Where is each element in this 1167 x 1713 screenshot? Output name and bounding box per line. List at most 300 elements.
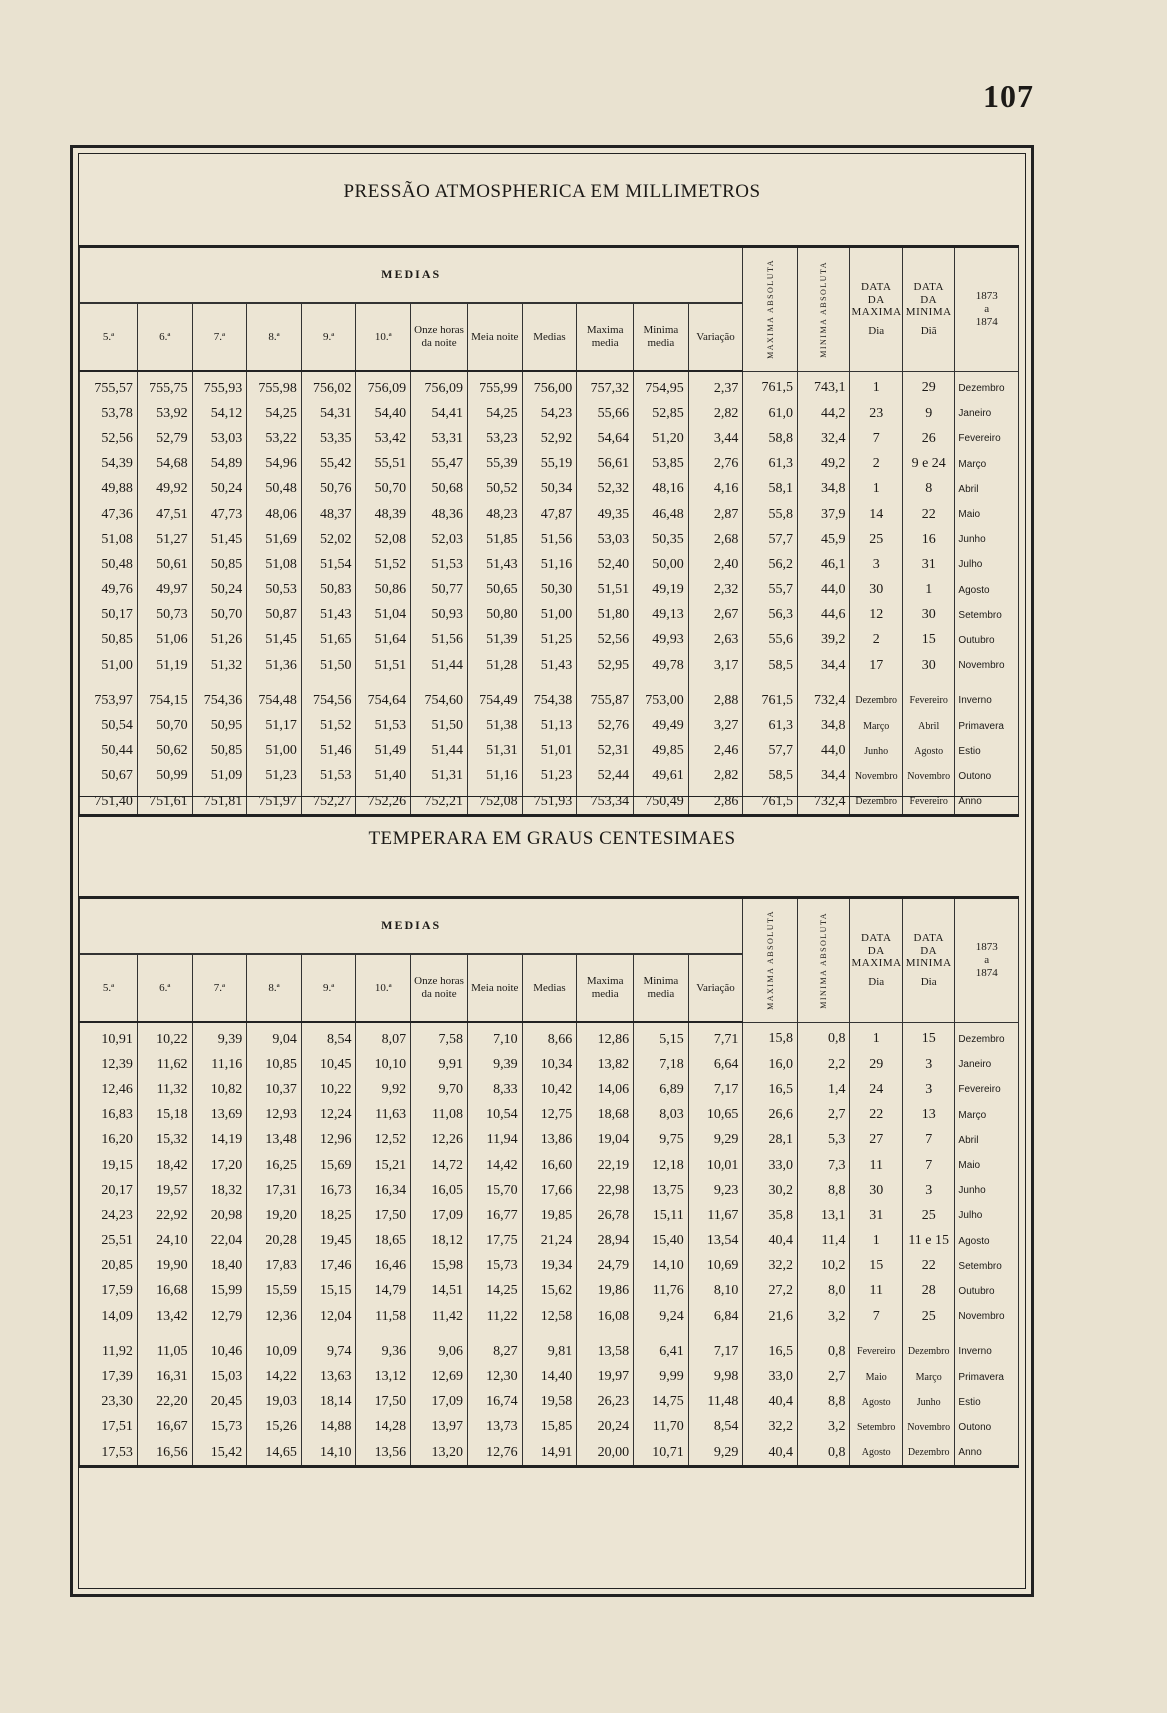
table-cell: 47,87	[522, 502, 577, 527]
table-cell: 0,8	[798, 1022, 850, 1052]
table-cell: 51,26	[192, 628, 247, 653]
table-cell: 44,0	[798, 578, 850, 603]
table-cell: 1,4	[798, 1077, 850, 1102]
row-label: Agosto	[955, 578, 1019, 603]
table-cell: 2,82	[688, 401, 743, 426]
table-row	[80, 1178, 1019, 1203]
table-cell: 52,56	[80, 426, 138, 451]
gap-cell	[356, 1329, 411, 1339]
table-cell: 20,00	[577, 1440, 634, 1467]
table-cell: 2,63	[688, 628, 743, 653]
table-cell: 51,06	[137, 628, 192, 653]
column-header: Medias	[522, 954, 577, 1022]
table-cell: 10,71	[634, 1440, 689, 1467]
table-cell: 16,20	[80, 1128, 138, 1153]
table-cell: 16,60	[522, 1153, 577, 1178]
table-cell: 28,94	[577, 1229, 634, 1254]
table-cell: 9,04	[247, 1022, 302, 1052]
table-cell: Dezembro	[902, 1339, 954, 1364]
table-cell: 49,19	[634, 578, 689, 603]
table-cell: Junho	[902, 1390, 954, 1415]
table-cell: 46,1	[798, 552, 850, 577]
table-cell: 20,45	[192, 1390, 247, 1415]
column-header: Variação	[688, 303, 743, 371]
column-header: 6.ª	[137, 303, 192, 371]
table-cell: 50,61	[137, 552, 192, 577]
table-row	[80, 452, 1019, 477]
table-cell: 51,16	[522, 552, 577, 577]
table-row	[80, 713, 1019, 738]
table-cell: 35,8	[743, 1203, 798, 1228]
table-cell: 6,84	[688, 1304, 743, 1329]
column-header: Variação	[688, 954, 743, 1022]
table-cell: 751,61	[137, 789, 192, 816]
table-cell: 20,98	[192, 1203, 247, 1228]
gap-cell	[80, 1329, 138, 1339]
table-cell: 7,17	[688, 1339, 743, 1364]
divider-rule	[79, 796, 1019, 797]
table-cell: 2,82	[688, 764, 743, 789]
table-cell: 50,62	[137, 739, 192, 764]
dia-label: Dia	[868, 975, 885, 988]
table-cell: 48,39	[356, 502, 411, 527]
table-cell: 20,24	[577, 1415, 634, 1440]
table-cell: 6,41	[634, 1339, 689, 1364]
table-cell: 20,28	[247, 1229, 302, 1254]
table-cell: 1	[902, 578, 954, 603]
row-label: Janeiro	[955, 1052, 1019, 1077]
row-label: Maio	[955, 1153, 1019, 1178]
column-header: 8.ª	[247, 954, 302, 1022]
table-cell: 15,73	[467, 1254, 522, 1279]
table-row	[80, 789, 1019, 816]
row-label: Julho	[955, 552, 1019, 577]
table-cell: 2,76	[688, 452, 743, 477]
table-cell: 51,50	[301, 653, 356, 678]
table-cell: 17,75	[467, 1229, 522, 1254]
table-cell: 49,97	[137, 578, 192, 603]
table-cell: 755,87	[577, 688, 634, 713]
table-cell: 51,43	[467, 552, 522, 577]
table-cell: 13,56	[356, 1440, 411, 1467]
table-cell: Junho	[850, 739, 902, 764]
table-cell: 18,14	[301, 1390, 356, 1415]
pressure-table	[79, 245, 1019, 817]
table-cell: 17,20	[192, 1153, 247, 1178]
table-cell: 17,39	[80, 1364, 138, 1389]
table-cell: 11,92	[80, 1339, 138, 1364]
table-cell: 14,88	[301, 1415, 356, 1440]
table-cell: 10,65	[688, 1103, 743, 1128]
table-cell: 23,30	[80, 1390, 138, 1415]
column-header: Onze horas da noite	[411, 954, 468, 1022]
table-cell: 15,62	[522, 1279, 577, 1304]
table-cell: 16,77	[467, 1203, 522, 1228]
table-row	[80, 371, 1019, 401]
table-cell: 10,09	[247, 1339, 302, 1364]
table-cell: 11 e 15	[902, 1229, 954, 1254]
table-cell: 10,2	[798, 1254, 850, 1279]
table-cell: 54,64	[577, 426, 634, 451]
table-cell: 11,63	[356, 1103, 411, 1128]
table-cell: 14	[850, 502, 902, 527]
row-label: Abril	[955, 1128, 1019, 1153]
table-cell: 2,40	[688, 552, 743, 577]
table-cell: 16,56	[137, 1440, 192, 1467]
table-cell: 13,42	[137, 1304, 192, 1329]
table-cell: 44,0	[798, 739, 850, 764]
table-cell: 752,26	[356, 789, 411, 816]
dia-label: Dia	[868, 324, 885, 337]
table-cell: 44,6	[798, 603, 850, 628]
table-cell: 19,97	[577, 1364, 634, 1389]
table-cell: 30,2	[743, 1178, 798, 1203]
row-label: Dezembro	[955, 371, 1019, 401]
table-cell: 51,23	[522, 764, 577, 789]
year-label: a	[984, 302, 990, 315]
table-cell: 10,37	[247, 1077, 302, 1102]
table-cell: Abril	[902, 713, 954, 738]
table-cell: 51,51	[577, 578, 634, 603]
table-cell: 50,00	[634, 552, 689, 577]
row-label: Inverno	[955, 688, 1019, 713]
table-cell: 52,85	[634, 401, 689, 426]
table-cell: 18,25	[301, 1203, 356, 1228]
row-label: Dezembro	[955, 1022, 1019, 1052]
table-cell: 10,45	[301, 1052, 356, 1077]
row-label: Outubro	[955, 628, 1019, 653]
table-cell: 24,79	[577, 1254, 634, 1279]
table-cell: 23	[850, 401, 902, 426]
table-cell: 17,09	[411, 1390, 468, 1415]
year-label: 1874	[975, 315, 998, 328]
table-row	[80, 628, 1019, 653]
column-header: 5.ª	[80, 303, 138, 371]
table-cell: 28,1	[743, 1128, 798, 1153]
table-cell: 31	[902, 552, 954, 577]
table-cell: 11,08	[411, 1103, 468, 1128]
table-cell: 37,9	[798, 502, 850, 527]
table-cell: 51,09	[192, 764, 247, 789]
table-cell: 3,27	[688, 713, 743, 738]
table-row	[80, 578, 1019, 603]
year-label: 1873	[975, 941, 998, 954]
table-cell: 10,10	[356, 1052, 411, 1077]
table-cell: 26,78	[577, 1203, 634, 1228]
table-cell: 25	[902, 1203, 954, 1228]
table-cell: 2,67	[688, 603, 743, 628]
table-cell: 31	[850, 1203, 902, 1228]
table-cell: 15,15	[301, 1279, 356, 1304]
table-cell: 15,98	[411, 1254, 468, 1279]
row-label: Junho	[955, 527, 1019, 552]
table-cell: 50,65	[467, 578, 522, 603]
table-cell: Março	[902, 1364, 954, 1389]
table-cell: 19,58	[522, 1390, 577, 1415]
table-cell: 16,05	[411, 1178, 468, 1203]
table-cell: 51,44	[411, 653, 468, 678]
table-cell: 17,66	[522, 1178, 577, 1203]
max-absolute-header	[743, 247, 798, 372]
table-cell: 22,19	[577, 1153, 634, 1178]
gap-cell	[137, 678, 192, 688]
table-cell: 9,36	[356, 1339, 411, 1364]
gap-cell	[80, 678, 138, 688]
table-cell: 7,18	[634, 1052, 689, 1077]
table-cell: 13,48	[247, 1128, 302, 1153]
table-cell: 19,90	[137, 1254, 192, 1279]
gap-cell	[137, 1329, 192, 1339]
table-cell: 55,66	[577, 401, 634, 426]
table-cell: 51,65	[301, 628, 356, 653]
table-cell: 14,72	[411, 1153, 468, 1178]
table-cell: 50,48	[80, 552, 138, 577]
table-cell: 11,48	[688, 1390, 743, 1415]
table-cell: 9,29	[688, 1128, 743, 1153]
table-cell: Novembro	[902, 764, 954, 789]
table-cell: 22	[850, 1103, 902, 1128]
row-label: Outono	[955, 1415, 1019, 1440]
table-cell: 50,70	[192, 603, 247, 628]
table-row	[80, 1077, 1019, 1102]
gap-cell	[356, 678, 411, 688]
table-cell: 50,67	[80, 764, 138, 789]
table-cell: 51,45	[192, 527, 247, 552]
table-row	[80, 1153, 1019, 1178]
table-cell: 61,0	[743, 401, 798, 426]
table-cell: 22,20	[137, 1390, 192, 1415]
table-cell: 22,92	[137, 1203, 192, 1228]
table-cell: 9,39	[192, 1022, 247, 1052]
table-cell: 53,92	[137, 401, 192, 426]
gap-cell	[522, 678, 577, 688]
table-cell: 9,99	[634, 1364, 689, 1389]
table-cell: 50,85	[80, 628, 138, 653]
table-cell: 12,76	[467, 1440, 522, 1467]
table-cell: 13,1	[798, 1203, 850, 1228]
table-cell: 9,75	[634, 1128, 689, 1153]
date-min-label: DATA DA MINIMA	[905, 280, 952, 319]
table-cell: 52,31	[577, 739, 634, 764]
table-cell: 49,76	[80, 578, 138, 603]
table-cell: 7,58	[411, 1022, 468, 1052]
table-cell: 51,50	[411, 713, 468, 738]
table-cell: 2,68	[688, 527, 743, 552]
table-cell: 16,5	[743, 1339, 798, 1364]
table-cell: 51,31	[411, 764, 468, 789]
table-cell: 56,61	[577, 452, 634, 477]
table-cell: 2,46	[688, 739, 743, 764]
table-row	[80, 739, 1019, 764]
table-cell: 6,64	[688, 1052, 743, 1077]
table-cell: 51,53	[356, 713, 411, 738]
table-cell: 8,33	[467, 1077, 522, 1102]
gap-cell	[850, 1329, 902, 1339]
gap-cell	[688, 678, 743, 688]
column-header: Medias	[522, 303, 577, 371]
table-cell: 20,17	[80, 1178, 138, 1203]
table-cell: 754,95	[634, 371, 689, 401]
table-cell: 19,34	[522, 1254, 577, 1279]
table-cell: 51,04	[356, 603, 411, 628]
table-cell: 48,23	[467, 502, 522, 527]
table-cell: 53,42	[356, 426, 411, 451]
table-row	[80, 764, 1019, 789]
table-cell: 11,05	[137, 1339, 192, 1364]
table-cell: 51,56	[522, 527, 577, 552]
table-cell: 50,44	[80, 739, 138, 764]
table-cell: 2,86	[688, 789, 743, 816]
gap-cell	[688, 1329, 743, 1339]
table-cell: 11,62	[137, 1052, 192, 1077]
table-cell: 3	[902, 1178, 954, 1203]
table-cell: 54,41	[411, 401, 468, 426]
gap-cell	[577, 1329, 634, 1339]
table-cell: 12,75	[522, 1103, 577, 1128]
table-cell: 5,3	[798, 1128, 850, 1153]
table-cell: 29	[902, 371, 954, 401]
date-min-header	[902, 247, 954, 372]
table-cell: 17	[850, 653, 902, 678]
row-label: Outono	[955, 764, 1019, 789]
table-cell: 53,85	[634, 452, 689, 477]
table-cell: 755,99	[467, 371, 522, 401]
table-cell: 8,8	[798, 1390, 850, 1415]
table-cell: 13,12	[356, 1364, 411, 1389]
table-cell: 754,60	[411, 688, 468, 713]
table-cell: Novembro	[902, 1415, 954, 1440]
table-row	[80, 1052, 1019, 1077]
table-cell: 12,52	[356, 1128, 411, 1153]
table-cell: 754,56	[301, 688, 356, 713]
row-label: Inverno	[955, 1339, 1019, 1364]
row-label: Março	[955, 452, 1019, 477]
table-cell: 9,74	[301, 1339, 356, 1364]
table-cell: 18,42	[137, 1153, 192, 1178]
row-gap	[80, 1329, 1019, 1339]
row-label: Abril	[955, 477, 1019, 502]
table-cell: 51,13	[522, 713, 577, 738]
gap-cell	[634, 1329, 689, 1339]
table-cell: 50,73	[137, 603, 192, 628]
table-cell: 1	[850, 477, 902, 502]
table-cell: 754,36	[192, 688, 247, 713]
table-cell: 54,40	[356, 401, 411, 426]
table-cell: Março	[850, 713, 902, 738]
gap-cell	[902, 1329, 954, 1339]
table-cell: 14,22	[247, 1364, 302, 1389]
table-cell: 30	[902, 603, 954, 628]
table-cell: 26	[902, 426, 954, 451]
table-cell: 753,34	[577, 789, 634, 816]
table-cell: 1	[850, 371, 902, 401]
table-cell: 18,65	[356, 1229, 411, 1254]
table-cell: 49,61	[634, 764, 689, 789]
table-cell: 51,16	[467, 764, 522, 789]
gap-cell	[301, 1329, 356, 1339]
table-cell: 17,51	[80, 1415, 138, 1440]
table-row	[80, 552, 1019, 577]
table-cell: 54,89	[192, 452, 247, 477]
table-row	[80, 401, 1019, 426]
pressure-grid	[79, 245, 1019, 817]
table-cell: 19,85	[522, 1203, 577, 1228]
table-cell: 20,85	[80, 1254, 138, 1279]
table-cell: 51,40	[356, 764, 411, 789]
table-cell: 10,82	[192, 1077, 247, 1102]
table-cell: 17,50	[356, 1203, 411, 1228]
table-cell: 756,00	[522, 371, 577, 401]
table-cell: 49,35	[577, 502, 634, 527]
table-cell: 52,03	[411, 527, 468, 552]
table-cell: 19,20	[247, 1203, 302, 1228]
table-cell: 22	[902, 502, 954, 527]
table-cell: 15,70	[467, 1178, 522, 1203]
table-cell: 53,03	[192, 426, 247, 451]
gap-cell	[798, 678, 850, 688]
table-cell: 34,8	[798, 477, 850, 502]
table-cell: 13,58	[577, 1339, 634, 1364]
table-cell: 9,29	[688, 1440, 743, 1467]
table-cell: 51,20	[634, 426, 689, 451]
table-cell: 18,68	[577, 1103, 634, 1128]
table-cell: 10,54	[467, 1103, 522, 1128]
table-cell: 32,2	[743, 1254, 798, 1279]
table-cell: 50,70	[137, 713, 192, 738]
table-cell: 51,45	[247, 628, 302, 653]
gap-cell	[192, 678, 247, 688]
table-cell: 51,38	[467, 713, 522, 738]
table-cell: 50,80	[467, 603, 522, 628]
table-cell: 754,49	[467, 688, 522, 713]
table-cell: 12,79	[192, 1304, 247, 1329]
table-cell: 51,54	[301, 552, 356, 577]
table-cell: 752,21	[411, 789, 468, 816]
table-cell: 51,44	[411, 739, 468, 764]
table-cell: 51,17	[247, 713, 302, 738]
table-cell: 34,8	[798, 713, 850, 738]
table-cell: 13,86	[522, 1128, 577, 1153]
table-cell: 27	[850, 1128, 902, 1153]
table-row	[80, 502, 1019, 527]
gap-cell	[850, 678, 902, 688]
table-cell: 15,11	[634, 1203, 689, 1228]
date-max-label: DATA DA MAXIMA	[851, 931, 902, 970]
table-cell: 25,51	[80, 1229, 138, 1254]
table-cell: 46,48	[634, 502, 689, 527]
table-cell: 11,32	[137, 1077, 192, 1102]
table-cell: 55,47	[411, 452, 468, 477]
table-cell: 10,91	[80, 1022, 138, 1052]
row-label: Primavera	[955, 713, 1019, 738]
dia-label: Dia	[920, 975, 937, 988]
column-header: Onze horas da noite	[411, 303, 468, 371]
table-cell: 8,10	[688, 1279, 743, 1304]
table-cell: Novembro	[850, 764, 902, 789]
table-cell: 9,92	[356, 1077, 411, 1102]
table-cell: 2	[850, 452, 902, 477]
table-cell: 51,01	[522, 739, 577, 764]
table-cell: 28	[902, 1279, 954, 1304]
table-cell: 753,00	[634, 688, 689, 713]
table-cell: 7,10	[467, 1022, 522, 1052]
table-cell: 55,19	[522, 452, 577, 477]
row-gap	[80, 678, 1019, 688]
table-cell: 22,98	[577, 1178, 634, 1203]
table-cell: 52,40	[577, 552, 634, 577]
gap-cell	[955, 678, 1019, 688]
table-cell: 17,83	[247, 1254, 302, 1279]
